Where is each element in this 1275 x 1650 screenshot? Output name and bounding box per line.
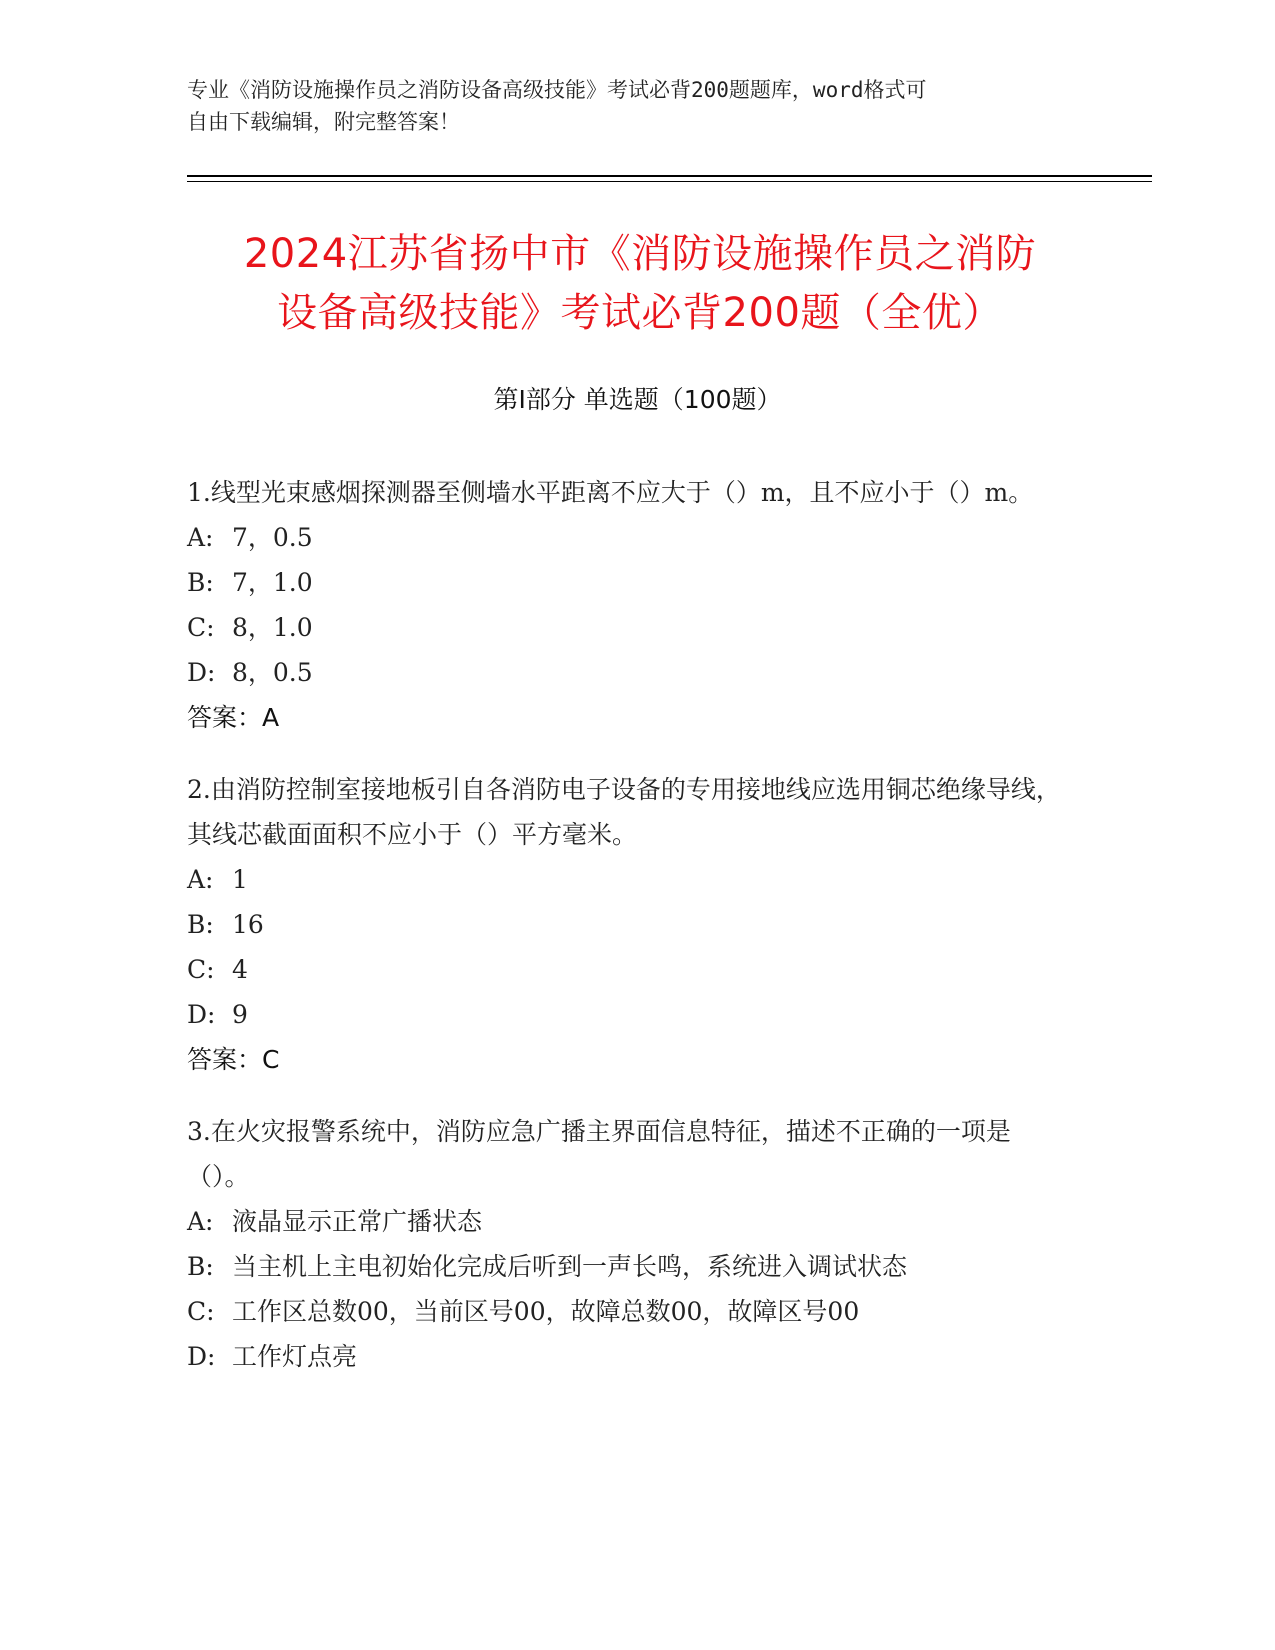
option-b bbox=[187, 560, 1067, 605]
option-letter: D: bbox=[187, 658, 216, 687]
question-3 bbox=[187, 1109, 1067, 1379]
header-divider-thick bbox=[187, 175, 1152, 177]
option-c bbox=[187, 947, 1067, 992]
question-2 bbox=[187, 767, 1067, 1082]
option-a bbox=[187, 1199, 1067, 1244]
option-text: 4 bbox=[232, 955, 248, 984]
option-letter: D: bbox=[187, 1342, 216, 1371]
option-letter: C: bbox=[187, 955, 215, 984]
option-text: 8，1.0 bbox=[232, 613, 313, 642]
option-letter: C: bbox=[187, 613, 215, 642]
option-text: 9 bbox=[232, 1000, 248, 1029]
question-text: 1.线型光束感烟探测器至侧墙水平距离不应大于（）m，且不应小于（）m。 bbox=[187, 478, 1034, 507]
question-1 bbox=[187, 470, 1067, 740]
option-text: 7，0.5 bbox=[232, 523, 313, 552]
question-list bbox=[187, 470, 1067, 1406]
option-letter: C: bbox=[187, 1297, 215, 1326]
section-title: 第Ⅰ部分 单选题（100题） bbox=[493, 385, 782, 414]
option-d bbox=[187, 1334, 1067, 1379]
option-letter: D: bbox=[187, 1000, 216, 1029]
option-letter: B: bbox=[187, 1252, 214, 1281]
option-b bbox=[187, 902, 1067, 947]
option-a bbox=[187, 515, 1067, 560]
question-text: 2.由消防控制室接地板引自各消防电子设备的专用接地线应选用铜芯绝缘导线，其线芯截面面积不应小于（）平方毫米。 bbox=[187, 775, 1061, 849]
document-title-line-1: 2024江苏省扬中市《消防设施操作员之消防 bbox=[243, 231, 1037, 277]
option-letter: B: bbox=[187, 910, 214, 939]
option-text: 16 bbox=[232, 910, 264, 939]
option-letter: B: bbox=[187, 568, 214, 597]
option-c bbox=[187, 605, 1067, 650]
document-title-line-2: 设备高级技能》考试必背200题（全优） bbox=[277, 290, 1003, 336]
option-b bbox=[187, 1244, 1067, 1289]
option-letter: A: bbox=[187, 523, 214, 552]
option-a bbox=[187, 857, 1067, 902]
document-title bbox=[140, 225, 1140, 343]
header-note-line-2: 自由下载编辑，附完整答案！ bbox=[187, 110, 460, 134]
option-text: 1 bbox=[232, 865, 248, 894]
option-text: 7，1.0 bbox=[232, 568, 313, 597]
option-letter: A: bbox=[187, 865, 214, 894]
option-text: 工作灯点亮 bbox=[232, 1342, 358, 1371]
header-note-line-1: 专业《消防设施操作员之消防设备高级技能》考试必背200题题库，word格式可 bbox=[187, 78, 927, 102]
option-d bbox=[187, 650, 1067, 695]
option-text: 当主机上主电初始化完成后听到一声长鸣，系统进入调试状态 bbox=[232, 1252, 908, 1281]
answer-label: 答案：A bbox=[187, 703, 280, 732]
option-d bbox=[187, 992, 1067, 1037]
option-text: 液晶显示正常广播状态 bbox=[232, 1207, 483, 1236]
answer-label: 答案：C bbox=[187, 1045, 280, 1074]
option-text: 8，0.5 bbox=[232, 658, 313, 687]
header-note bbox=[187, 74, 1067, 138]
question-text: 3.在火灾报警系统中，消防应急广播主界面信息特征，描述不正确的一项是（）。 bbox=[187, 1117, 1011, 1191]
header-divider-thin bbox=[187, 181, 1152, 182]
option-c bbox=[187, 1289, 1067, 1334]
option-letter: A: bbox=[187, 1207, 214, 1236]
option-text: 工作区总数00，当前区号00，故障总数00，故障区号00 bbox=[232, 1297, 860, 1326]
